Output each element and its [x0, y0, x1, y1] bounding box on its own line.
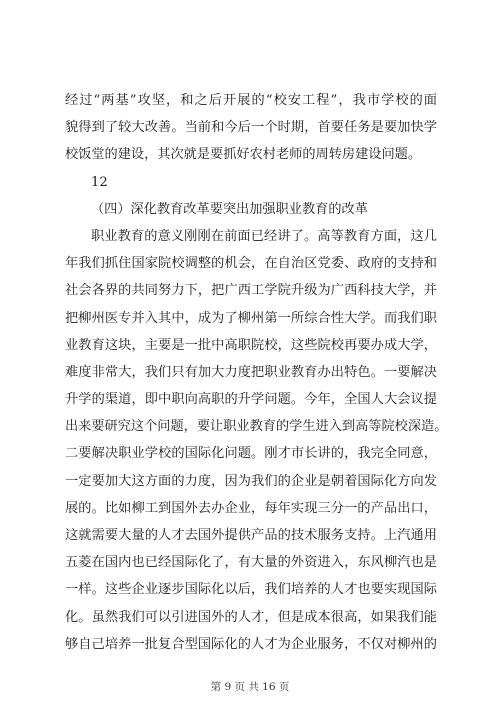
body-text: [65, 87, 448, 658]
text-line: 难度非常大，我们只有加大力度把职业教育办出特色。一要解决: [65, 364, 437, 380]
text-line: 二要解决职业学校的国际化问题。刚才市长讲的，我完全同意，: [65, 446, 437, 462]
text-line: 出来要研究这个问题，要让职业教育的学生进入到高等院校深造。: [65, 419, 448, 435]
text-line: 社会各界的共同努力下，把广西工学院升级为广西科技大学，并: [65, 283, 437, 299]
text-line: 够自己培养一批复合型国际化的人才为企业服务，不仅对柳州的: [65, 636, 437, 652]
text-line: 这就需要大量的人才去国外提供产品的技术服务支持。上汽通用: [65, 528, 437, 543]
text-line: 五菱在国内也已经国际化了，有大量的外资进入，东风柳汽也是: [65, 555, 437, 571]
text-line: 经过“两基”攻坚，和之后开展的“校安工程”，我市学校的面: [65, 93, 437, 108]
number-line: 12: [91, 174, 108, 190]
text-line: 年我们抓住国家院校调整的机会，在自治区党委、政府的支持和: [65, 256, 437, 272]
section-heading: （四）深化教育改革要突出加强职业教育的改革: [91, 201, 368, 217]
text-line: 一定要加大这方面的力度，因为我们的企业是朝着国际化方向发: [65, 473, 437, 489]
text-line: 业教育这块，主要是一批中高职院校，这些院校再要办成大学，: [65, 337, 437, 353]
text-line: 展的。比如柳工到国外去办企业，每年实现三分一的产品出口，: [65, 500, 437, 516]
text-line: 把柳州医专并入其中，成为了柳州第一所综合性大学。而我们职: [65, 310, 437, 326]
text-line: 校饭堂的建设，其次就是要抓好农村老师的周转房建设问题。: [65, 147, 422, 163]
text-line: 升学的渠道，即中职向高职的升学问题。今年，全国人大会议提: [65, 392, 437, 408]
text-line: 职业教育的意义刚刚在前面已经讲了。高等教育方面，这几: [91, 228, 437, 244]
text-line: 貌得到了较大改善。当前和今后一个时期，首要任务是要加快学: [65, 120, 437, 136]
page-footer: 第 9 页 共 16 页: [210, 681, 290, 693]
text-line: 一样。这些企业逐步国际化以后，我们培养的人才也要实现国际: [65, 582, 437, 598]
text-line: 化。虽然我们可以引进国外的人才，但是成本很高，如果我们能: [65, 609, 437, 625]
